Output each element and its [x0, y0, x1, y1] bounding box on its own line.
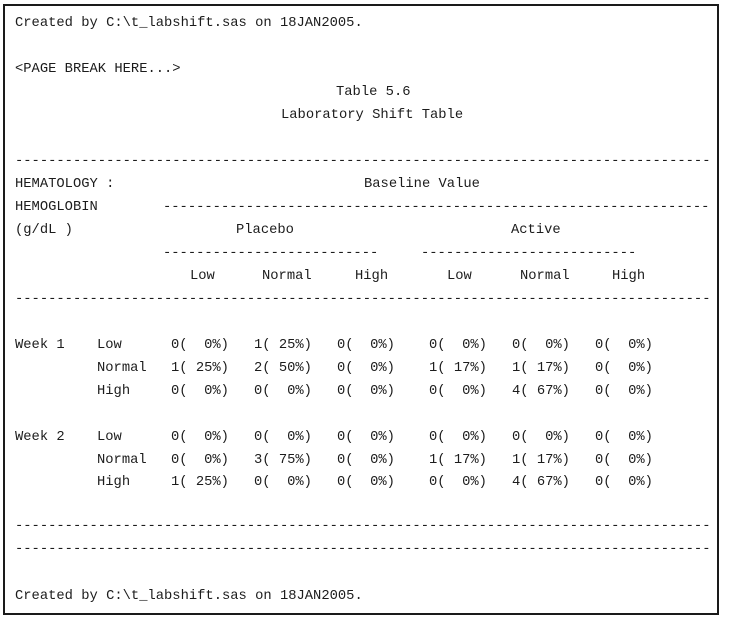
bottom-rule-second: ------------------------------------------------------------------------------------ — [15, 542, 711, 557]
table-cell: 0( 0%) — [595, 453, 653, 468]
table-cell: 0( 0%) — [337, 430, 395, 445]
table-cell: 0( 0%) — [429, 430, 487, 445]
bottom-rule: ------------------------------------------------------------------------------------ — [15, 519, 711, 534]
table-cell: 1( 25%) — [171, 475, 229, 490]
table-cell: 4( 67%) — [512, 475, 570, 490]
header-bottom-rule: ------------------------------------------------------------------------------------ — [15, 292, 711, 307]
table-cell: 0( 0%) — [171, 338, 229, 353]
page-break-marker: <PAGE BREAK HERE...> — [15, 62, 181, 77]
category-label-hemoglobin: HEMOGLOBIN — [15, 200, 98, 215]
table-cell: 0( 0%) — [429, 384, 487, 399]
table-cell: 2( 50%) — [254, 361, 312, 376]
column-header-active-high: High — [612, 269, 646, 284]
category-label-units: (g/dL ) — [15, 223, 73, 238]
column-header-active-low: Low — [447, 269, 472, 284]
category-label-hematology: HEMATOLOGY : — [15, 177, 115, 192]
table-cell: 0( 0%) — [429, 338, 487, 353]
table-cell: 0( 0%) — [595, 338, 653, 353]
table-cell: 0( 0%) — [337, 475, 395, 490]
table-cell: 0( 0%) — [171, 453, 229, 468]
column-header-placebo-normal: Normal — [262, 269, 312, 284]
placebo-group-rule: -------------------------- — [163, 246, 379, 261]
table-cell: 0( 0%) — [595, 475, 653, 490]
spanner-rule: ------------------------------------------------------------------ — [163, 200, 710, 215]
row-week-label: Week 1 — [15, 338, 65, 353]
top-rule: ------------------------------------------------------------------------------------ — [15, 154, 711, 169]
table-cell: 0( 0%) — [254, 430, 312, 445]
column-header-active-normal: Normal — [520, 269, 570, 284]
table-cell: 0( 0%) — [337, 453, 395, 468]
table-cell: 0( 0%) — [337, 384, 395, 399]
created-by-header: Created by C:\t_labshift.sas on 18JAN2005. — [15, 16, 363, 31]
column-header-placebo-high: High — [355, 269, 389, 284]
spanner-baseline-value: Baseline Value — [364, 177, 480, 192]
group-label-placebo: Placebo — [236, 223, 294, 238]
table-cell: 0( 0%) — [254, 475, 312, 490]
table-cell: 0( 0%) — [595, 361, 653, 376]
table-cell: 1( 25%) — [254, 338, 312, 353]
table-cell: 0( 0%) — [595, 384, 653, 399]
table-cell: 0( 0%) — [512, 430, 570, 445]
table-cell: 0( 0%) — [595, 430, 653, 445]
active-group-rule: -------------------------- — [421, 246, 637, 261]
table-cell: 1( 25%) — [171, 361, 229, 376]
table-number: Table 5.6 — [336, 85, 411, 100]
row-level-label: Normal — [97, 453, 147, 468]
row-level-label: Low — [97, 430, 122, 445]
row-level-label: Low — [97, 338, 122, 353]
table-cell: 1( 17%) — [429, 453, 487, 468]
table-cell: 1( 17%) — [429, 361, 487, 376]
created-by-footer: Created by C:\t_labshift.sas on 18JAN2005. — [15, 589, 363, 604]
group-label-active: Active — [511, 223, 561, 238]
table-cell: 4( 67%) — [512, 384, 570, 399]
table-cell: 0( 0%) — [171, 384, 229, 399]
column-header-placebo-low: Low — [190, 269, 215, 284]
table-title: Laboratory Shift Table — [281, 108, 464, 123]
row-level-label: High — [97, 475, 131, 490]
table-cell: 0( 0%) — [429, 475, 487, 490]
table-cell: 1( 17%) — [512, 453, 570, 468]
table-cell: 0( 0%) — [254, 384, 312, 399]
row-level-label: Normal — [97, 361, 147, 376]
row-level-label: High — [97, 384, 131, 399]
table-cell: 0( 0%) — [171, 430, 229, 445]
table-cell: 3( 75%) — [254, 453, 312, 468]
table-cell: 0( 0%) — [512, 338, 570, 353]
table-cell: 0( 0%) — [337, 338, 395, 353]
table-cell: 0( 0%) — [337, 361, 395, 376]
table-cell: 1( 17%) — [512, 361, 570, 376]
row-week-label: Week 2 — [15, 430, 65, 445]
